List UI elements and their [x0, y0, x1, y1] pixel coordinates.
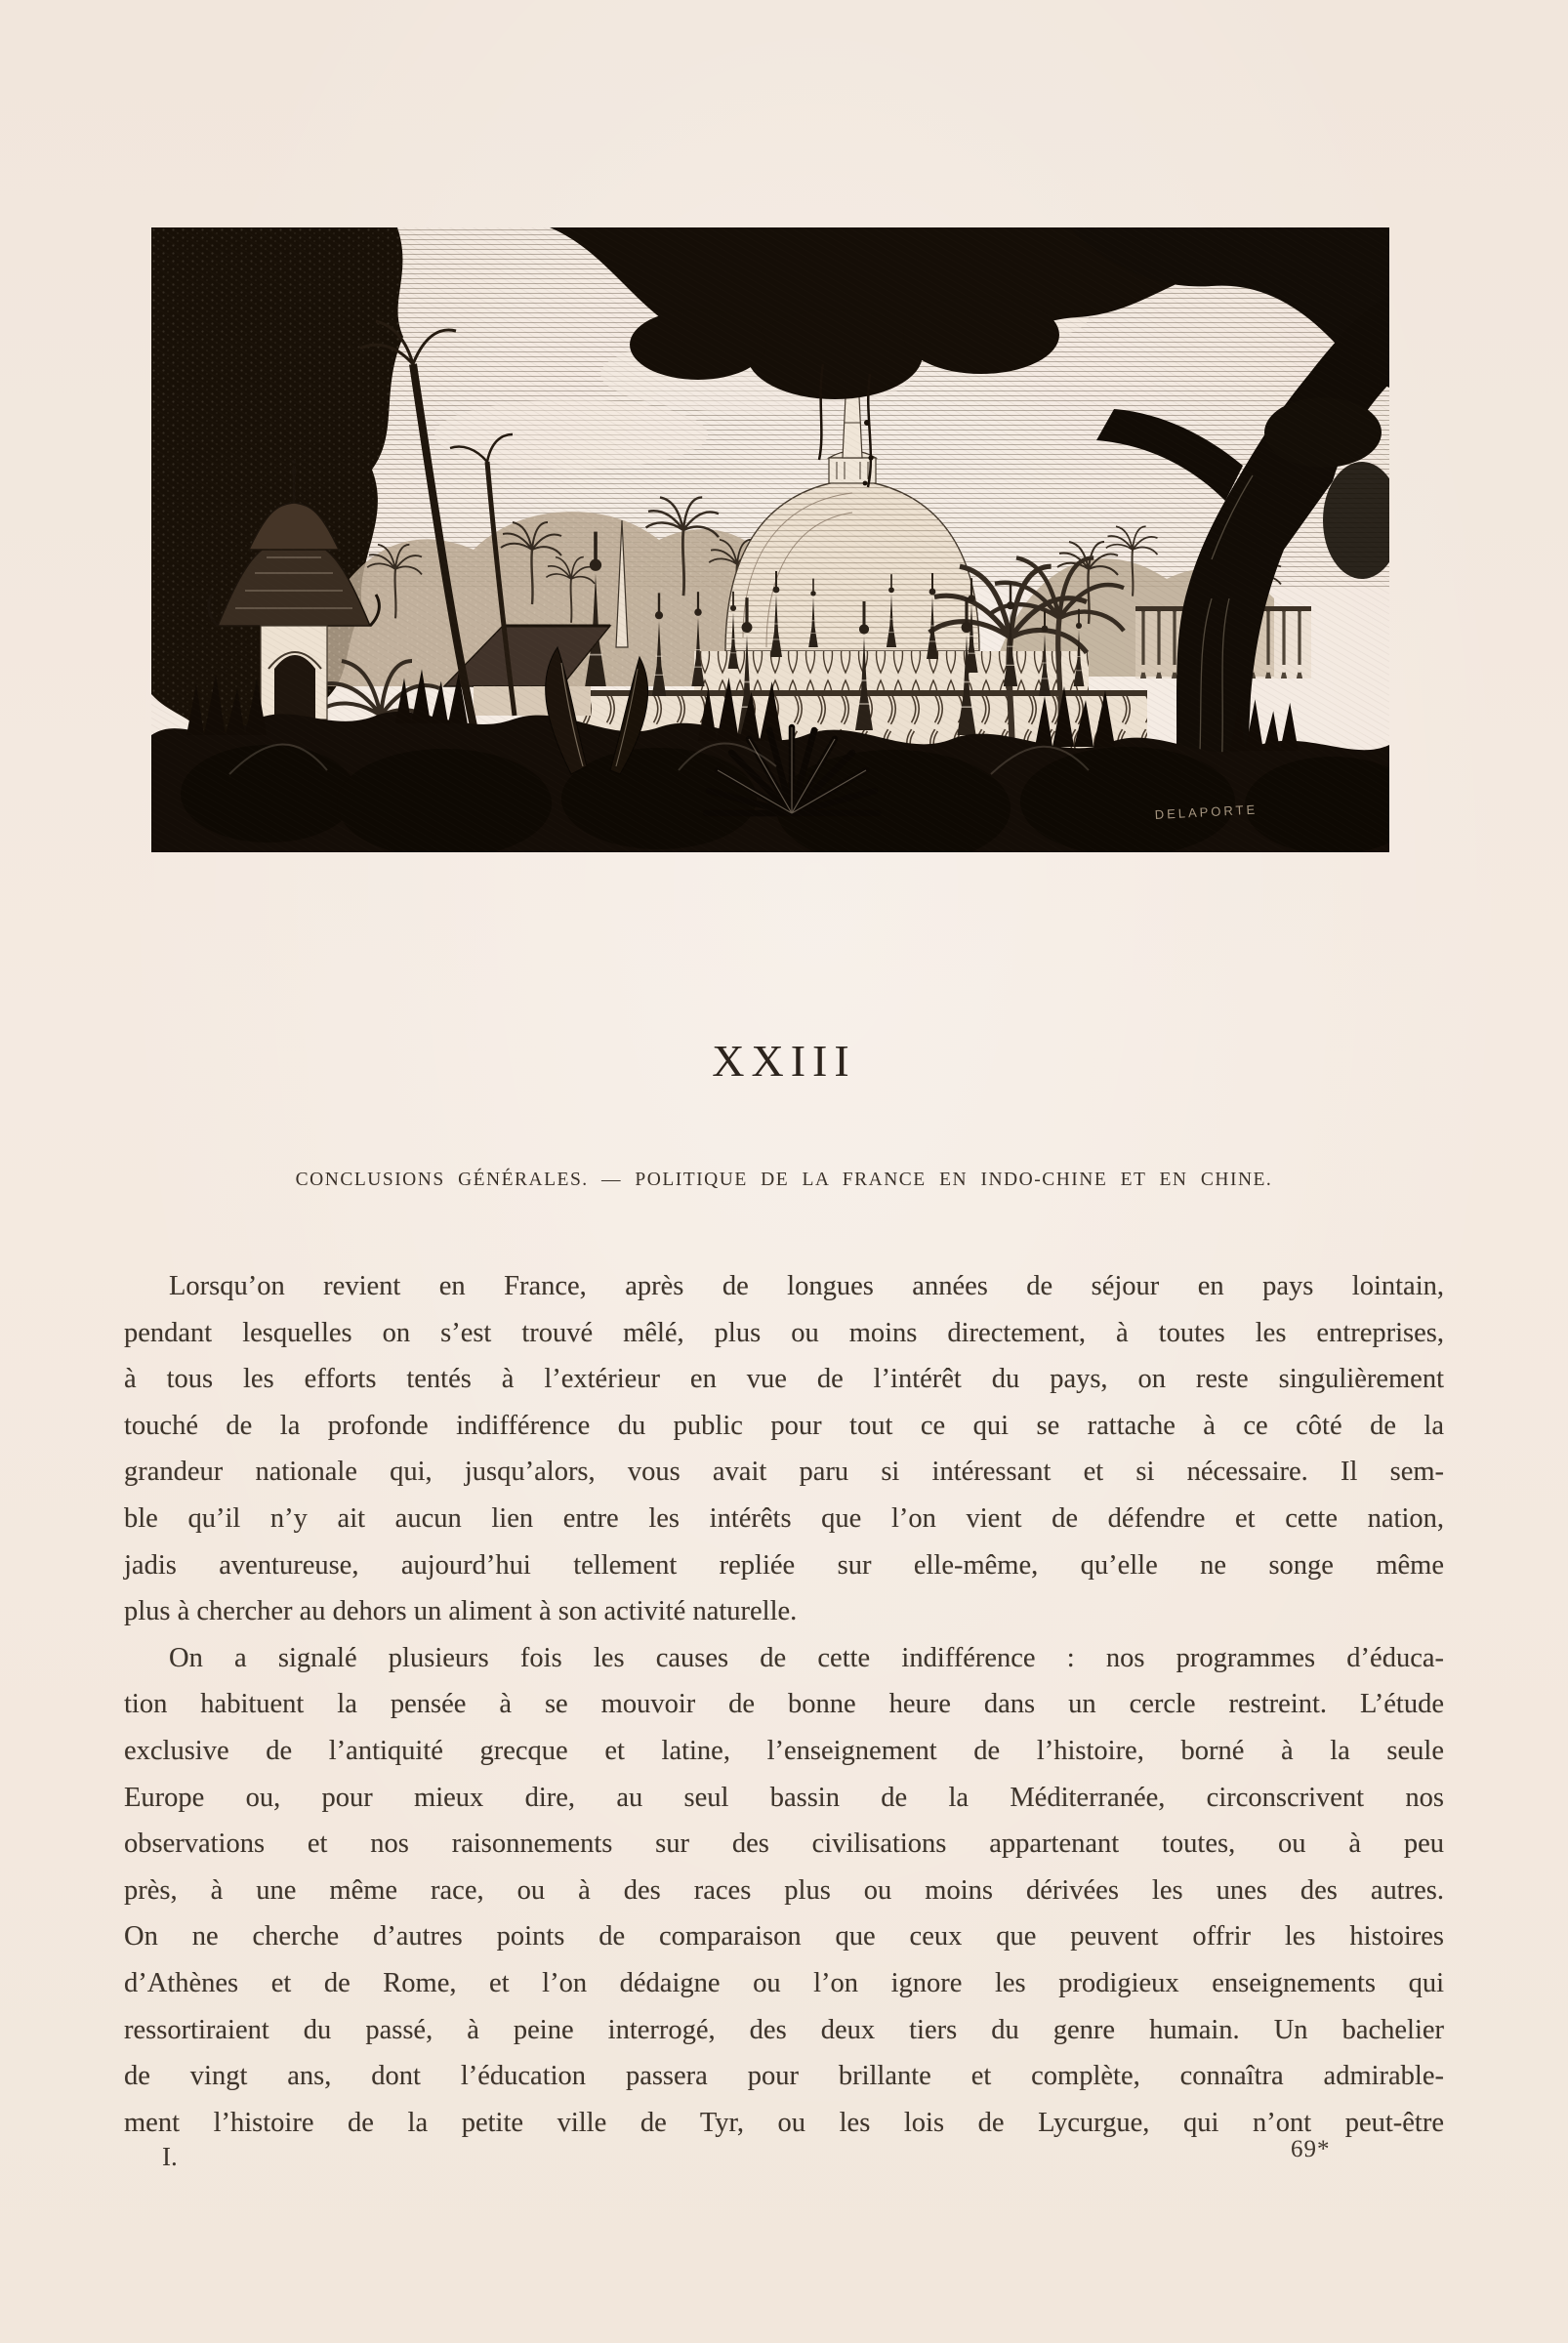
engraver-signature: DELAPORTE — [1154, 802, 1259, 822]
body-line: observations et nos raisonnements sur des civilisations appartenant toutes, ou à peu — [124, 1829, 1444, 1860]
body-line: de vingt ans, dont l’éducation passera pour brillante et complète, connaîtra admirable- — [124, 2061, 1444, 2092]
body-line: près, à une même race, ou à des races plus ou moins dérivées les unes des autres. — [124, 1874, 1444, 1906]
body-line: grandeur nationale qui, jusqu’alors, vous avait paru si intéressant et si nécessaire. Il sem- — [124, 1457, 1444, 1488]
footer-volume-number: I. — [162, 2142, 178, 2171]
body-line: pendant lesquelles on s’est trouvé mêlé, plus ou moins directement, à toutes les entreprises, — [124, 1317, 1444, 1348]
body-line: ment l’histoire de la petite ville de Tyr, ou les lois de Lycurgue, qui n’ont peut-être — [124, 2107, 1444, 2138]
body-line: Europe ou, pour mieux dire, au seul bassin de la Méditerranée, circonscrivent nos — [124, 1782, 1444, 1813]
body-line: à tous les efforts tentés à l’extérieur en vue de l’intérêt du pays, on reste singulièrement — [124, 1364, 1444, 1395]
body-line: plus à chercher au dehors un aliment à son activité naturelle. — [124, 1596, 798, 1627]
body-line: touché de la profonde indifférence du public pour tout ce qui se rattache à ce côté de la — [124, 1410, 1444, 1441]
body-text — [124, 1263, 1444, 2146]
body-line: On ne cherche d’autres points de comparaison que ceux que peuvent offrir les histoires — [124, 1921, 1444, 1952]
body-line: jadis aventureuse, aujourd’hui tellement repliée sur elle-même, qu’elle ne songe même — [124, 1549, 1444, 1581]
body-line: ble qu’il n’y ait aucun lien entre les intérêts que l’on vient de défendre et cette nation, — [124, 1502, 1444, 1534]
engraving-illustration — [151, 227, 1389, 852]
body-line: ressortiraient du passé, à peine interrogé, des deux tiers du genre humain. Un bachelier — [124, 2014, 1444, 2045]
body-line: d’Athènes et de Rome, et l’on dédaigne ou l’on ignore les prodigieux enseignements qui — [124, 1967, 1444, 1998]
body-line: exclusive de l’antiquité grecque et latine, l’enseignement de l’histoire, borné à la seule — [124, 1735, 1444, 1766]
body-line: Lorsqu’on revient en France, après de longues années de séjour en pays lointain, — [169, 1271, 1444, 1301]
footer-page-number: 69* — [1291, 2136, 1331, 2162]
engraving-texture-overlay — [151, 227, 1389, 852]
body-line: On a signalé plusieurs fois les causes de cette indifférence : nos programmes d’éduca- — [169, 1642, 1444, 1673]
temple-engraving — [151, 227, 1389, 852]
chapter-subtitle: CONCLUSIONS GÉNÉRALES. — POLITIQUE DE LA FRANCE EN INDO-CHINE ET EN CHINE. — [295, 1170, 1273, 1190]
body-line: tion habituent la pensée à se mouvoir de bonne heure dans un cercle restreint. L’étude — [124, 1689, 1444, 1720]
chapter-number-heading: XXIII — [712, 1036, 856, 1086]
